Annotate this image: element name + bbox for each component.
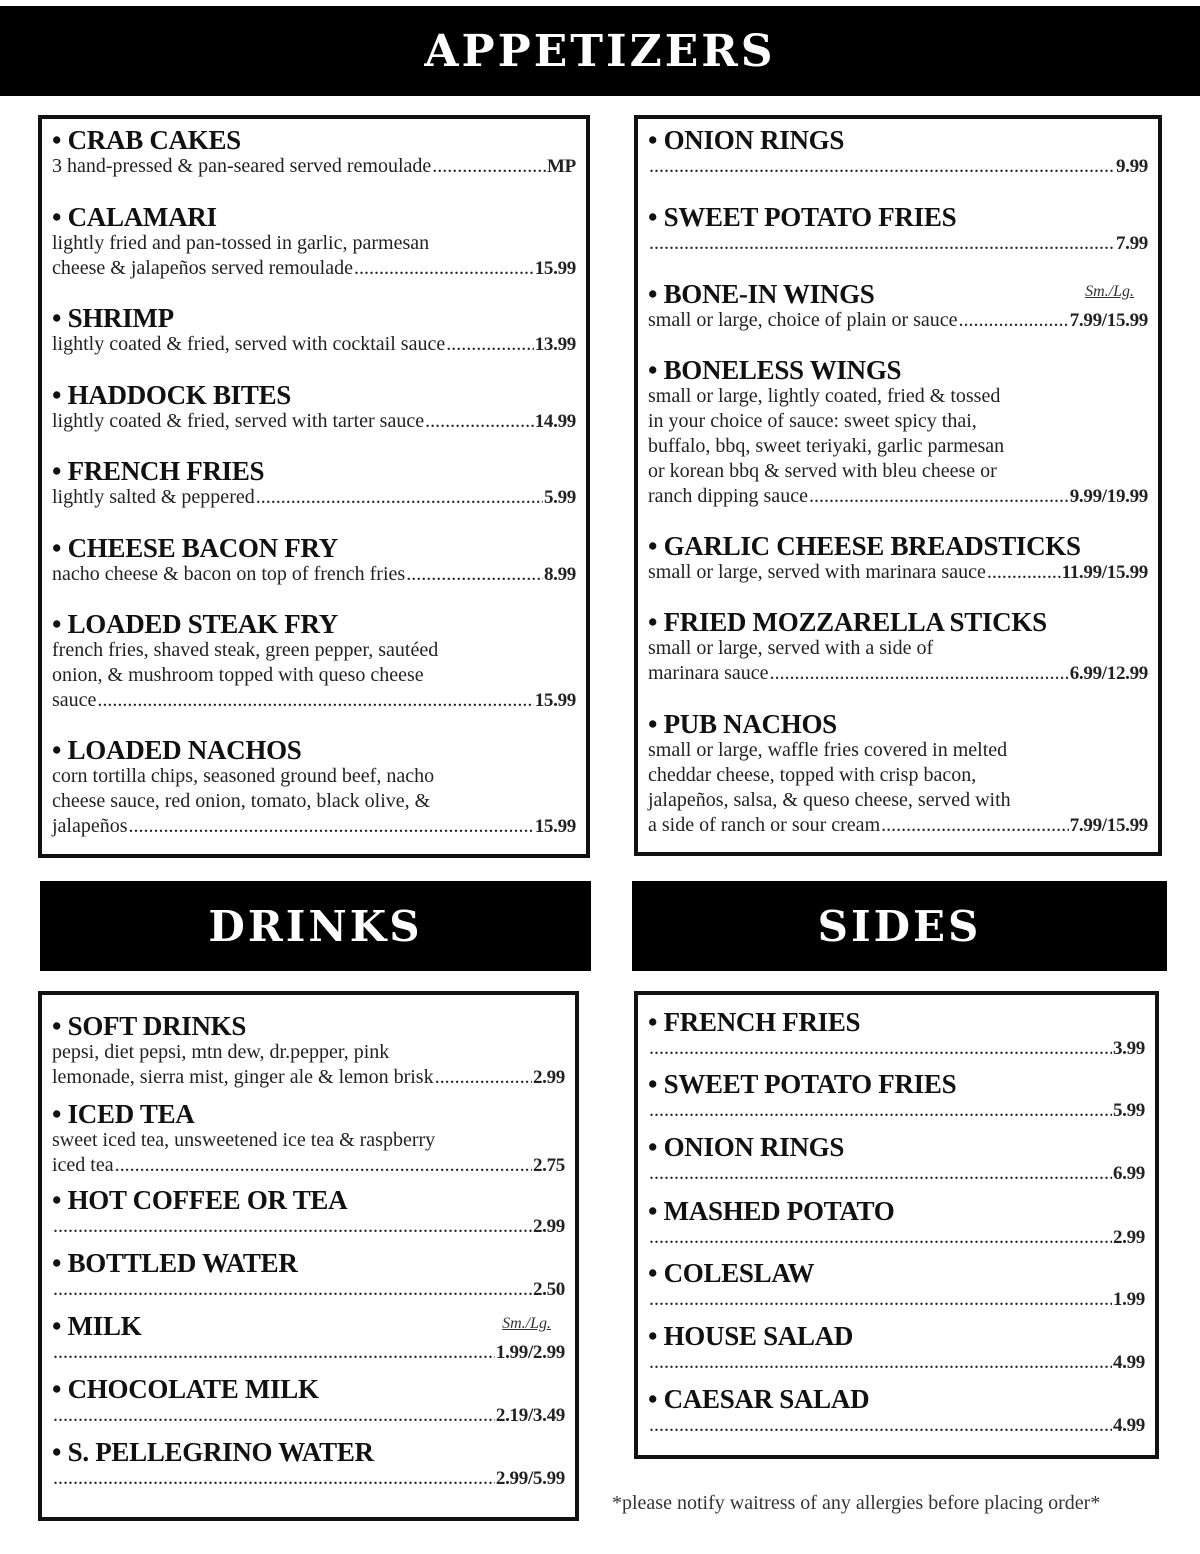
menu-item-description — [52, 1214, 565, 1239]
menu-item-name: • ONION RINGS — [648, 1132, 845, 1162]
description-line: small or large, served with marinara sauce — [648, 561, 986, 583]
price-line — [52, 256, 576, 281]
price-line — [52, 1466, 565, 1491]
description-line: nacho cheese & bacon on top of french fries — [52, 563, 406, 585]
description-line: iced tea — [52, 1154, 114, 1176]
menu-item — [52, 535, 576, 587]
menu-item — [648, 357, 1148, 509]
menu-item-description — [648, 560, 1148, 585]
menu-item-description — [648, 1161, 1145, 1186]
menu-item — [52, 1313, 565, 1365]
description-line: small or large, lightly coated, fried & tossed — [648, 385, 1001, 407]
menu-item-price: 8.99 — [543, 564, 576, 585]
menu-item-description — [648, 308, 1148, 333]
dot-leader — [649, 1350, 1112, 1375]
description-line: marinara sauce — [648, 662, 769, 684]
price-line — [648, 308, 1148, 333]
menu-item — [52, 382, 576, 434]
description-line: lightly coated & fried, served with tarter sauce — [52, 410, 425, 432]
price-line — [648, 154, 1148, 179]
menu-item-name: • CHEESE BACON FRY — [52, 533, 338, 563]
menu-item-name: • FRENCH FRIES — [52, 456, 265, 486]
menu-item — [648, 1009, 1145, 1061]
description-line: small or large, choice of plain or sauce — [648, 309, 958, 331]
menu-item-price: 3.99 — [1112, 1038, 1145, 1059]
price-line — [52, 409, 576, 434]
description-line: sweet iced tea, unsweetened ice tea & raspberry — [52, 1129, 436, 1151]
dot-leader — [649, 1287, 1112, 1312]
menu-item-price: 11.99/15.99 — [1061, 562, 1148, 583]
menu-item-name: • BONE-IN WINGS — [648, 279, 875, 309]
menu-item — [648, 1071, 1145, 1123]
menu-item — [648, 127, 1148, 179]
description-line: onion, & mushroom topped with queso cheese — [52, 664, 424, 686]
menu-item-name: • MILK — [52, 1311, 142, 1341]
menu-item-price: 2.19/3.49 — [495, 1405, 565, 1426]
description-line: pepsi, diet pepsi, mtn dew, dr.pepper, pink — [52, 1041, 390, 1063]
menu-item-name: • HOT COFFEE OR TEA — [52, 1185, 348, 1215]
dot-leader — [649, 231, 1115, 256]
description-line: 3 hand-pressed & pan-seared served remoulade — [52, 155, 432, 177]
menu-item-name: • BOTTLED WATER — [52, 1248, 298, 1278]
menu-item — [52, 1187, 565, 1239]
menu-item-description — [52, 1340, 565, 1365]
menu-item-description — [648, 231, 1148, 256]
dot-leader — [97, 688, 533, 713]
menu-item-price: 2.50 — [532, 1279, 565, 1300]
menu-item-name: • FRENCH FRIES — [648, 1007, 861, 1037]
description-line: or korean bbq & served with bleu cheese or — [648, 460, 997, 482]
dot-leader — [53, 1340, 495, 1365]
price-line — [52, 332, 576, 357]
price-line — [52, 1403, 565, 1428]
menu-item — [648, 609, 1148, 686]
menu-item-name: • CHOCOLATE MILK — [52, 1374, 319, 1404]
dot-leader — [769, 661, 1068, 686]
menu-item-name: • SOFT DRINKS — [52, 1011, 247, 1041]
description-line: lightly coated & fried, served with cocktail sauce — [52, 333, 446, 355]
menu-item-price: 2.99 — [1112, 1227, 1145, 1248]
dot-leader — [987, 560, 1061, 585]
menu-item-description — [52, 562, 576, 587]
description-line: lemonade, sierra mist, ginger ale & lemon brisk — [52, 1066, 434, 1088]
menu-item-price: 5.99 — [1112, 1100, 1145, 1121]
price-line — [52, 1065, 565, 1090]
menu-item-price: 7.99/15.99 — [1069, 310, 1148, 331]
menu-item-description — [648, 384, 1148, 509]
appetizers-banner — [0, 6, 1200, 96]
menu-item-name: • GARLIC CHEESE BREADSTICKS — [648, 531, 1081, 561]
dot-leader — [881, 813, 1069, 838]
menu-item — [52, 458, 576, 510]
menu-item-name: • S. PELLEGRINO WATER — [52, 1437, 374, 1467]
menu-item-description — [52, 154, 576, 179]
price-line — [52, 1153, 565, 1178]
menu-item — [648, 1386, 1145, 1438]
dot-leader — [53, 1466, 495, 1491]
menu-item — [648, 204, 1148, 256]
menu-item — [52, 204, 576, 281]
dot-leader — [446, 332, 534, 357]
menu-item-price: 13.99 — [534, 334, 576, 355]
menu-item-name: • CALAMARI — [52, 202, 217, 232]
description-line: jalapeños, salsa, & queso cheese, served with — [648, 789, 1011, 811]
menu-item — [52, 737, 576, 839]
price-line — [52, 688, 576, 713]
price-line — [648, 661, 1148, 686]
menu-item — [52, 1013, 565, 1090]
menu-item-price: 2.75 — [532, 1155, 565, 1176]
menu-item-description — [52, 1040, 565, 1090]
menu-item-description — [648, 1098, 1145, 1123]
menu-item-name: • ICED TEA — [52, 1099, 195, 1129]
menu-item-price: 2.99 — [532, 1067, 565, 1088]
price-line — [52, 154, 576, 179]
allergy-footnote: *please notify waitress of any allergies before placing order* — [612, 1492, 1101, 1514]
description-line: corn tortilla chips, seasoned ground beef, nacho — [52, 765, 435, 787]
menu-item-price: 14.99 — [534, 411, 576, 432]
dot-leader — [959, 308, 1069, 333]
menu-item — [52, 1250, 565, 1302]
menu-item — [52, 611, 576, 713]
description-line: french fries, shaved steak, green pepper, sautéed — [52, 639, 439, 661]
menu-item-price: 7.99/15.99 — [1069, 815, 1148, 836]
dot-leader — [256, 485, 543, 510]
dot-leader — [435, 1065, 532, 1090]
price-line — [648, 1098, 1145, 1123]
menu-item — [52, 1439, 565, 1491]
description-line: in your choice of sauce: sweet spicy thai, — [648, 410, 977, 432]
menu-item-name: • CAESAR SALAD — [648, 1384, 870, 1414]
sides-title: SIDES — [817, 901, 982, 951]
description-line: cheddar cheese, topped with crisp bacon, — [648, 764, 977, 786]
menu-item-price: 15.99 — [534, 258, 576, 279]
menu-item-price: 1.99/2.99 — [495, 1342, 565, 1363]
menu-item-description — [52, 1277, 565, 1302]
menu-item-description — [52, 1128, 565, 1178]
menu-item-description — [52, 1466, 565, 1491]
menu-item — [648, 1323, 1145, 1375]
menu-item-price: 6.99/12.99 — [1069, 663, 1148, 684]
menu-item — [648, 533, 1148, 585]
dot-leader — [354, 256, 534, 281]
menu-item-name: • BONELESS WINGS — [648, 355, 902, 385]
menu-item — [648, 1134, 1145, 1186]
dot-leader — [425, 409, 534, 434]
dot-leader — [649, 1036, 1112, 1061]
appetizers-right-box — [634, 115, 1162, 856]
price-line — [648, 560, 1148, 585]
dot-leader — [432, 154, 546, 179]
size-label: Sm./Lg. — [502, 1315, 551, 1332]
menu-item-name: • COLESLAW — [648, 1258, 815, 1288]
menu-item-price: 2.99 — [532, 1216, 565, 1237]
dot-leader — [53, 1214, 532, 1239]
dot-leader — [649, 1413, 1112, 1438]
price-line — [648, 1287, 1145, 1312]
menu-item-name: • CRAB CAKES — [52, 125, 241, 155]
menu-item-price: 4.99 — [1112, 1415, 1145, 1436]
appetizers-left-box — [38, 115, 590, 858]
price-line — [52, 814, 576, 839]
menu-item-description — [648, 154, 1148, 179]
menu-item — [648, 1260, 1145, 1312]
menu-item — [648, 281, 1148, 333]
menu-item-name: • SWEET POTATO FRIES — [648, 1069, 957, 1099]
dot-leader — [649, 1225, 1112, 1250]
menu-item — [52, 305, 576, 357]
menu-item — [52, 1376, 565, 1428]
menu-item-name: • SWEET POTATO FRIES — [648, 202, 957, 232]
description-line: ranch dipping sauce — [648, 485, 808, 507]
price-line — [648, 231, 1148, 256]
description-line: cheese & jalapeños served remoulade — [52, 257, 353, 279]
price-line — [52, 485, 576, 510]
price-line — [52, 1214, 565, 1239]
dot-leader — [406, 562, 543, 587]
description-line: buffalo, bbq, sweet teriyaki, garlic parmesan — [648, 435, 1005, 457]
dot-leader — [649, 154, 1115, 179]
menu-item-name: • SHRIMP — [52, 303, 174, 333]
dot-leader — [809, 484, 1069, 509]
appetizers-title: APPETIZERS — [424, 25, 776, 77]
menu-item-description — [648, 1225, 1145, 1250]
menu-item-price: 6.99 — [1112, 1163, 1145, 1184]
menu-item — [648, 1198, 1145, 1250]
menu-item-name: • LOADED NACHOS — [52, 735, 302, 765]
menu-item-description — [648, 1350, 1145, 1375]
menu-item — [52, 127, 576, 179]
menu-item-description — [52, 409, 576, 434]
menu-item-description — [52, 231, 576, 281]
dot-leader — [649, 1098, 1112, 1123]
price-line — [648, 484, 1148, 509]
description-line: jalapeños — [52, 815, 128, 837]
menu-item-name: • HADDOCK BITES — [52, 380, 292, 410]
menu-item-name: • MASHED POTATO — [648, 1196, 895, 1226]
description-line: a side of ranch or sour cream — [648, 814, 881, 836]
price-line — [52, 1340, 565, 1365]
description-line: small or large, served with a side of — [648, 637, 934, 659]
menu-item-description — [648, 1287, 1145, 1312]
menu-item-description — [52, 638, 576, 713]
price-line — [648, 1036, 1145, 1061]
price-line — [52, 1277, 565, 1302]
menu-item-price: 4.99 — [1112, 1352, 1145, 1373]
menu-item-description — [52, 485, 576, 510]
price-line — [648, 813, 1148, 838]
dot-leader — [649, 1161, 1112, 1186]
price-line — [648, 1225, 1145, 1250]
menu-item-price: 15.99 — [534, 816, 576, 837]
menu-item-name: • ONION RINGS — [648, 125, 845, 155]
menu-item-price: 5.99 — [543, 487, 576, 508]
price-line — [648, 1413, 1145, 1438]
menu-item — [648, 711, 1148, 838]
dot-leader — [115, 1153, 532, 1178]
menu-item-description — [648, 636, 1148, 686]
menu-item-price: 2.99/5.99 — [495, 1468, 565, 1489]
menu-item-description — [648, 738, 1148, 838]
menu-item-description — [648, 1413, 1145, 1438]
sides-box — [634, 991, 1159, 1459]
dot-leader — [129, 814, 534, 839]
menu-item-name: • FRIED MOZZARELLA STICKS — [648, 607, 1047, 637]
price-line — [648, 1350, 1145, 1375]
price-line — [52, 562, 576, 587]
drinks-banner — [40, 881, 591, 971]
menu-item-name: • LOADED STEAK FRY — [52, 609, 338, 639]
description-line: small or large, waffle fries covered in melted — [648, 739, 1008, 761]
menu-item-description — [52, 332, 576, 357]
price-line — [648, 1161, 1145, 1186]
description-line: cheese sauce, red onion, tomato, black olive, & — [52, 790, 431, 812]
menu-item-name: • HOUSE SALAD — [648, 1321, 854, 1351]
menu-item-price: MP — [547, 156, 576, 177]
menu-item-description — [648, 1036, 1145, 1061]
drinks-box — [38, 991, 579, 1521]
menu-item-price: 7.99 — [1115, 233, 1148, 254]
dot-leader — [53, 1403, 495, 1428]
menu-item-description — [52, 764, 576, 839]
description-line: lightly salted & peppered — [52, 486, 255, 508]
sides-banner — [632, 881, 1167, 971]
menu-item-price: 1.99 — [1112, 1289, 1145, 1310]
menu-item-description — [52, 1403, 565, 1428]
size-label: Sm./Lg. — [1085, 283, 1134, 300]
menu-item-name: • PUB NACHOS — [648, 709, 837, 739]
menu-item-price: 15.99 — [534, 690, 576, 711]
menu-item-price: 9.99 — [1115, 156, 1148, 177]
description-line: lightly fried and pan-tossed in garlic, parmesan — [52, 232, 430, 254]
dot-leader — [53, 1277, 532, 1302]
menu-item — [52, 1101, 565, 1178]
menu-item-price: 9.99/19.99 — [1069, 486, 1148, 507]
description-line: sauce — [52, 689, 97, 711]
drinks-title: DRINKS — [208, 901, 423, 951]
